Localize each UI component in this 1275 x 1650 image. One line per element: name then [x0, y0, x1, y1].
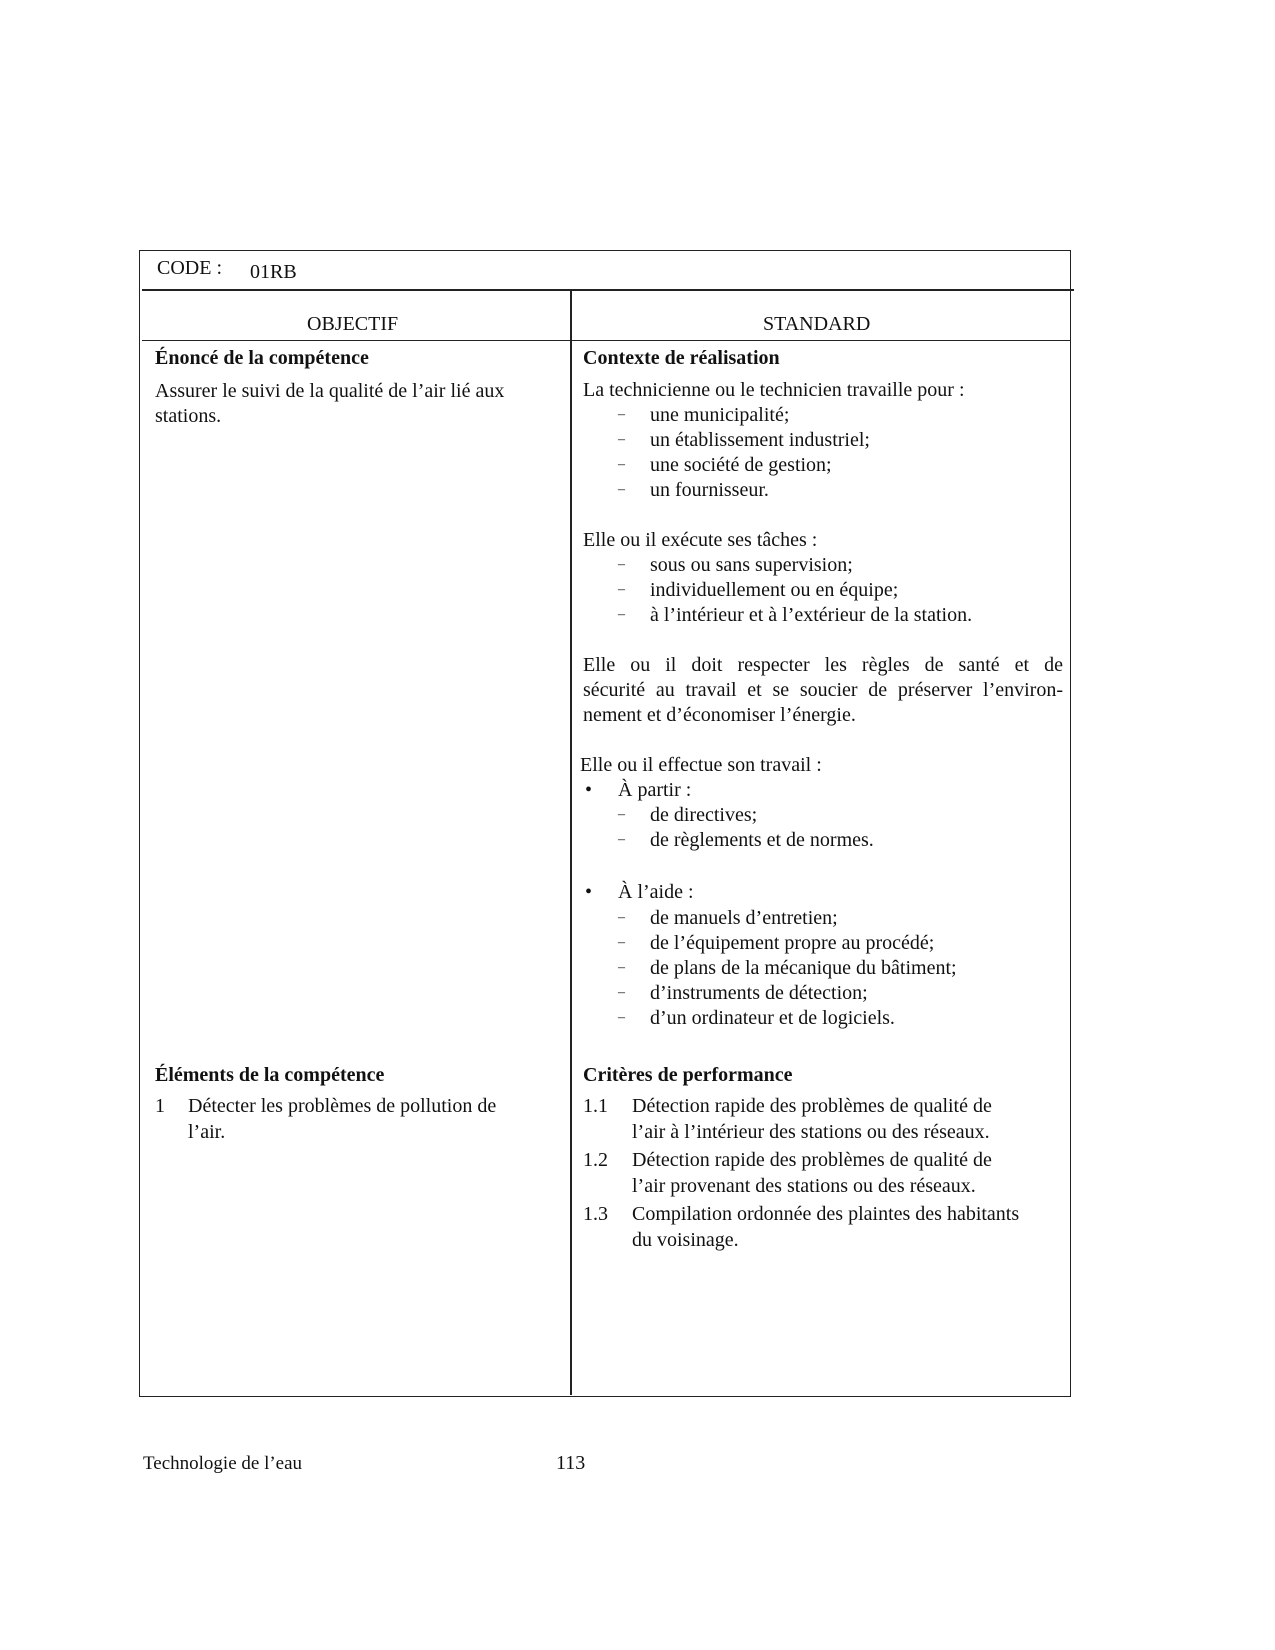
critere-line: Détection rapide des problèmes de qualité de	[632, 1149, 992, 1171]
dash-icon: –	[618, 607, 625, 622]
list-item: un établissement industriel;	[650, 429, 870, 451]
list-item: sous ou sans supervision;	[650, 554, 853, 576]
context-paragraph: Elle ou il effectue son travail :	[580, 754, 822, 776]
list-item: une société de gestion;	[650, 454, 832, 476]
enonce-line: stations.	[155, 405, 222, 427]
list-item: individuellement ou en équipe;	[650, 579, 899, 601]
contexte-title: Contexte de réalisation	[583, 347, 780, 369]
context-paragraph-line: Elle ou il doit respecter les règles de santé et de	[583, 654, 1063, 676]
bullet-icon: •	[585, 881, 593, 903]
footer-title: Technologie de l’eau	[143, 1453, 303, 1474]
dash-icon: –	[618, 935, 625, 950]
code-label: CODE :	[157, 257, 222, 279]
elements-title: Éléments de la compétence	[155, 1064, 385, 1086]
critere-line: du voisinage.	[632, 1229, 739, 1251]
enonce-title: Énoncé de la compétence	[155, 347, 369, 369]
bullet-label: À partir :	[618, 779, 692, 801]
list-item: à l’intérieur et à l’extérieur de la station.	[650, 604, 973, 626]
list-item: d’un ordinateur et de logiciels.	[650, 1007, 895, 1029]
critere-number: 1.2	[583, 1149, 608, 1171]
page-number: 113	[556, 1452, 586, 1474]
dash-icon: –	[618, 1010, 625, 1025]
list-item: de règlements et de normes.	[650, 829, 874, 851]
list-item: d’instruments de détection;	[650, 982, 868, 1004]
element-line: Détecter les problèmes de pollution de	[188, 1095, 497, 1117]
critere-line: Détection rapide des problèmes de qualité de	[632, 1095, 992, 1117]
dash-icon: –	[618, 457, 625, 472]
dash-icon: –	[618, 832, 625, 847]
criteres-title: Critères de performance	[583, 1064, 793, 1086]
column-divider	[570, 290, 572, 1395]
context-paragraph-line: sécurité au travail et se soucier de préserver l’environ-	[583, 679, 1063, 701]
critere-number: 1.1	[583, 1095, 608, 1117]
context-paragraph-line: nement et d’économiser l’énergie.	[583, 704, 856, 726]
header-row-divider	[142, 340, 1071, 341]
dash-icon: –	[618, 960, 625, 975]
code-value: 01RB	[250, 261, 297, 283]
critere-line: l’air provenant des stations ou des réseaux.	[632, 1175, 976, 1197]
dash-icon: –	[618, 582, 625, 597]
list-item: de manuels d’entretien;	[650, 907, 838, 929]
bullet-icon: •	[585, 779, 593, 801]
bullet-label: À l’aide :	[618, 881, 694, 903]
list-item: un fournisseur.	[650, 479, 769, 501]
context-paragraph: Elle ou il exécute ses tâches :	[583, 529, 818, 551]
code-row-divider	[142, 289, 1074, 291]
critere-line: l’air à l’intérieur des stations ou des réseaux.	[632, 1121, 990, 1143]
list-item: de directives;	[650, 804, 758, 826]
dash-icon: –	[618, 985, 625, 1000]
dash-icon: –	[618, 482, 625, 497]
enonce-line: Assurer le suivi de la qualité de l’air lié aux	[155, 380, 505, 402]
list-item: de plans de la mécanique du bâtiment;	[650, 957, 957, 979]
critere-number: 1.3	[583, 1203, 608, 1225]
context-paragraph: La technicienne ou le technicien travaille pour :	[583, 379, 965, 401]
critere-line: Compilation ordonnée des plaintes des habitants	[632, 1203, 1020, 1225]
list-item: de l’équipement propre au procédé;	[650, 932, 935, 954]
dash-icon: –	[618, 557, 625, 572]
dash-icon: –	[618, 407, 625, 422]
element-number: 1	[155, 1095, 165, 1117]
dash-icon: –	[618, 432, 625, 447]
header-standard: STANDARD	[763, 313, 871, 335]
element-line: l’air.	[188, 1121, 226, 1143]
header-objectif: OBJECTIF	[307, 313, 399, 335]
list-item: une municipalité;	[650, 404, 790, 426]
dash-icon: –	[618, 910, 625, 925]
dash-icon: –	[618, 807, 625, 822]
